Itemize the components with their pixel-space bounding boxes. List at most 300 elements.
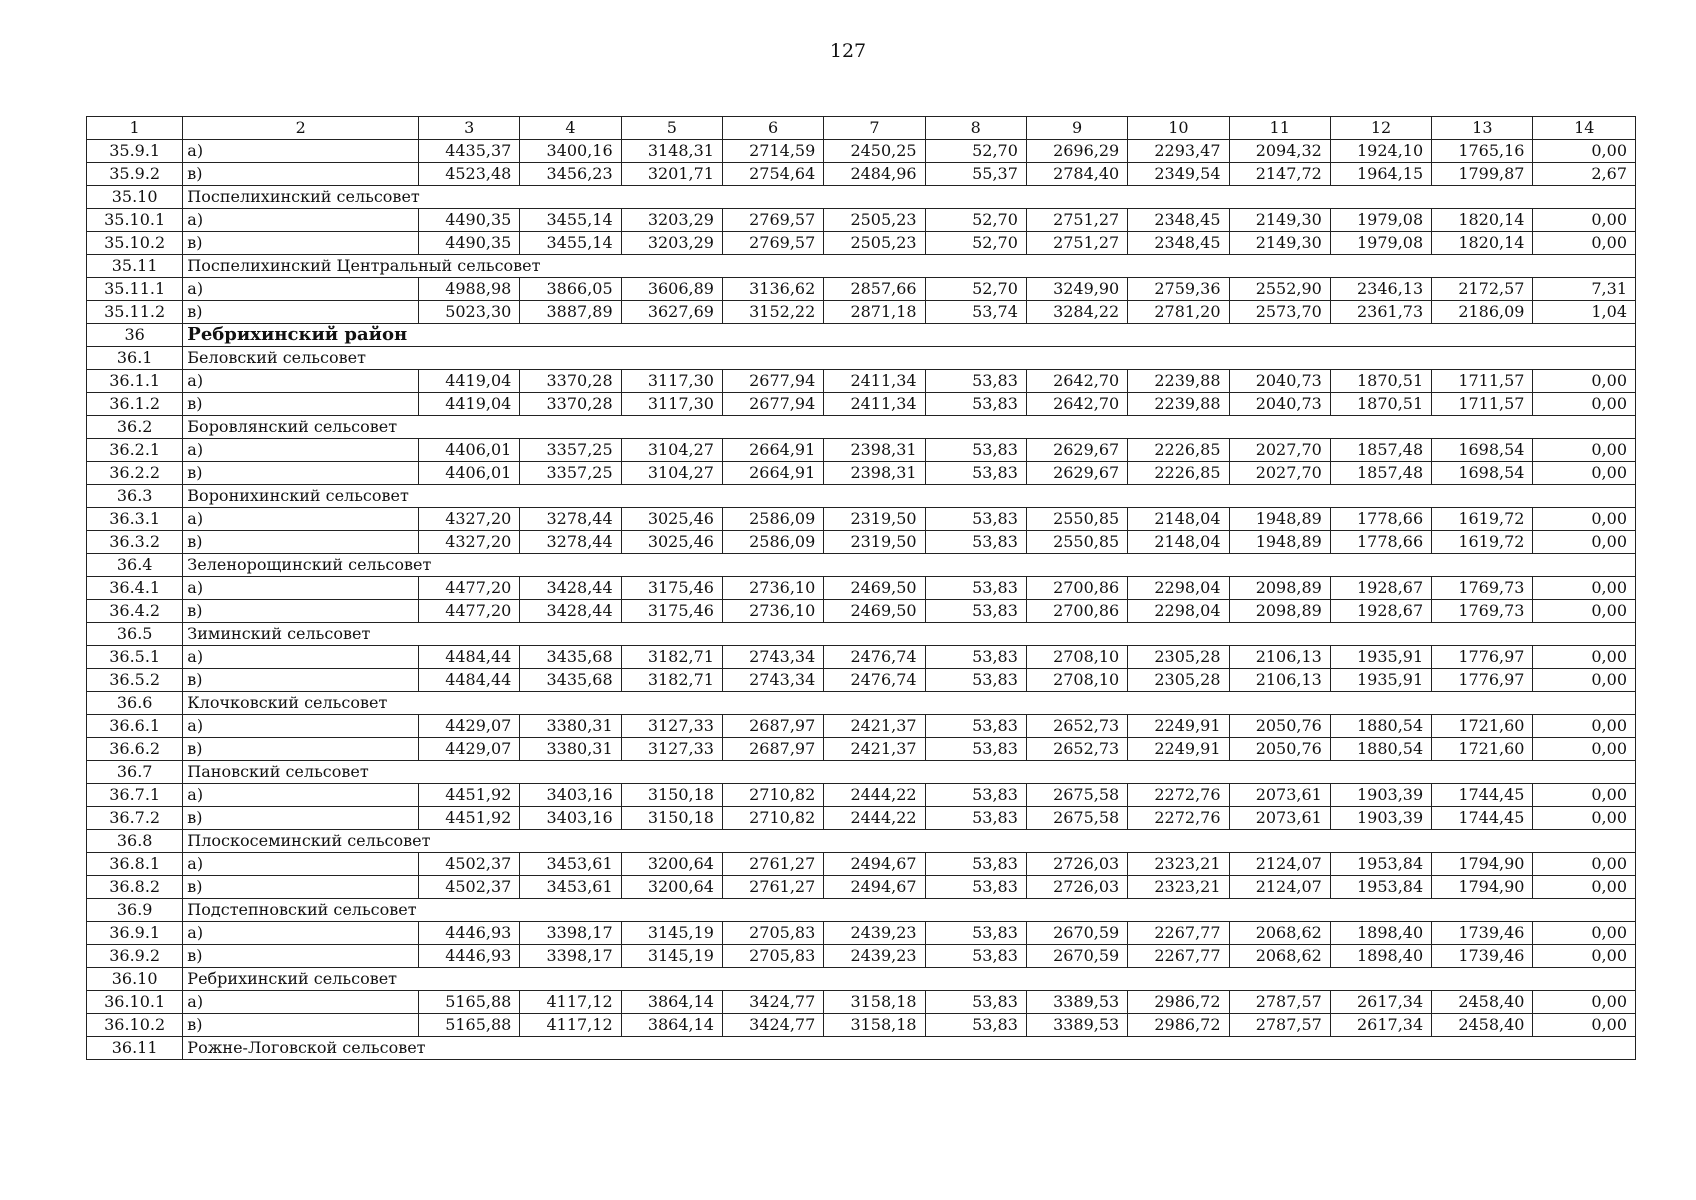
table-cell: 1619,72	[1432, 531, 1533, 554]
section-row	[87, 761, 1636, 784]
table-cell: 1820,14	[1432, 232, 1533, 255]
table-cell: 3866,05	[520, 278, 621, 301]
table-cell: 2148,04	[1128, 508, 1229, 531]
table-cell: 2781,20	[1128, 301, 1229, 324]
variant-label: в)	[183, 738, 419, 761]
table-cell: 52,70	[925, 209, 1026, 232]
table-cell: 2106,13	[1229, 646, 1330, 669]
row-number: 36.5	[87, 623, 183, 646]
table-cell: 3380,31	[520, 738, 621, 761]
table-cell: 3428,44	[520, 577, 621, 600]
table-row	[87, 922, 1636, 945]
table-cell: 2751,27	[1026, 209, 1127, 232]
column-header: 6	[722, 117, 823, 140]
row-number: 35.9.2	[87, 163, 183, 186]
table-cell: 1794,90	[1432, 876, 1533, 899]
row-number: 36.2.2	[87, 462, 183, 485]
row-number: 36.3	[87, 485, 183, 508]
row-number: 36.9.2	[87, 945, 183, 968]
table-cell: 2710,82	[722, 784, 823, 807]
variant-label: а)	[183, 646, 419, 669]
section-row	[87, 554, 1636, 577]
section-row	[87, 968, 1636, 991]
variant-label: а)	[183, 370, 419, 393]
table-cell: 2267,77	[1128, 945, 1229, 968]
table-cell: 2319,50	[824, 508, 925, 531]
table-cell: 1778,66	[1330, 508, 1431, 531]
table-cell: 3357,25	[520, 439, 621, 462]
variant-label: в)	[183, 301, 419, 324]
table-cell: 3175,46	[621, 577, 722, 600]
table-cell: 2675,58	[1026, 807, 1127, 830]
table-cell: 0,00	[1533, 531, 1636, 554]
table-cell: 3145,19	[621, 922, 722, 945]
table-cell: 3403,16	[520, 784, 621, 807]
table-cell: 3428,44	[520, 600, 621, 623]
table-cell: 3025,46	[621, 531, 722, 554]
row-number: 36.3.2	[87, 531, 183, 554]
table-cell: 2349,54	[1128, 163, 1229, 186]
table-cell: 3380,31	[520, 715, 621, 738]
table-cell: 2293,47	[1128, 140, 1229, 163]
row-number: 36.6.1	[87, 715, 183, 738]
table-cell: 1870,51	[1330, 370, 1431, 393]
table-cell: 1744,45	[1432, 807, 1533, 830]
section-name: Плоскосеминский сельсовет	[183, 830, 1636, 853]
table-cell: 4117,12	[520, 991, 621, 1014]
table-cell: 53,83	[925, 393, 1026, 416]
row-number: 36.6.2	[87, 738, 183, 761]
table-cell: 55,37	[925, 163, 1026, 186]
section-row	[87, 416, 1636, 439]
row-number: 36.7.1	[87, 784, 183, 807]
table-cell: 2642,70	[1026, 393, 1127, 416]
row-number: 36.10	[87, 968, 183, 991]
table-row	[87, 600, 1636, 623]
section-name: Клочковский сельсовет	[183, 692, 1636, 715]
table-cell: 2552,90	[1229, 278, 1330, 301]
table-cell: 1948,89	[1229, 508, 1330, 531]
table-cell: 2305,28	[1128, 646, 1229, 669]
table-row	[87, 807, 1636, 830]
table-cell: 3398,17	[520, 945, 621, 968]
column-header: 7	[824, 117, 925, 140]
column-header: 12	[1330, 117, 1431, 140]
variant-label: а)	[183, 209, 419, 232]
table-cell: 3627,69	[621, 301, 722, 324]
table-cell: 2444,22	[824, 784, 925, 807]
variant-label: в)	[183, 232, 419, 255]
table-cell: 53,83	[925, 784, 1026, 807]
table-cell: 2149,30	[1229, 209, 1330, 232]
table-cell: 1924,10	[1330, 140, 1431, 163]
table-cell: 53,83	[925, 600, 1026, 623]
table-cell: 2550,85	[1026, 508, 1127, 531]
table-cell: 1903,39	[1330, 784, 1431, 807]
section-row	[87, 899, 1636, 922]
table-cell: 1979,08	[1330, 209, 1431, 232]
table-cell: 1776,97	[1432, 669, 1533, 692]
table-cell: 2629,67	[1026, 439, 1127, 462]
table-cell: 3455,14	[520, 209, 621, 232]
table-cell: 2857,66	[824, 278, 925, 301]
table-cell: 3150,18	[621, 784, 722, 807]
variant-label: а)	[183, 715, 419, 738]
section-name: Подстепновский сельсовет	[183, 899, 1636, 922]
table-cell: 2705,83	[722, 922, 823, 945]
variant-label: в)	[183, 393, 419, 416]
table-cell: 2986,72	[1128, 991, 1229, 1014]
table-cell: 0,00	[1533, 715, 1636, 738]
table-cell: 2714,59	[722, 140, 823, 163]
table-row	[87, 853, 1636, 876]
table-cell: 2319,50	[824, 531, 925, 554]
table-row	[87, 462, 1636, 485]
table-cell: 4451,92	[419, 807, 520, 830]
table-cell: 2073,61	[1229, 784, 1330, 807]
table-cell: 52,70	[925, 278, 1026, 301]
tariff-table	[86, 116, 1636, 1060]
table-cell: 1769,73	[1432, 600, 1533, 623]
table-cell: 0,00	[1533, 439, 1636, 462]
variant-label: а)	[183, 508, 419, 531]
table-row	[87, 715, 1636, 738]
table-cell: 53,83	[925, 669, 1026, 692]
table-cell: 2458,40	[1432, 991, 1533, 1014]
table-row	[87, 945, 1636, 968]
table-cell: 3117,30	[621, 393, 722, 416]
section-row	[87, 186, 1636, 209]
table-cell: 2787,57	[1229, 991, 1330, 1014]
table-cell: 4419,04	[419, 370, 520, 393]
table-cell: 2186,09	[1432, 301, 1533, 324]
table-cell: 53,83	[925, 945, 1026, 968]
section-name: Боровлянский сельсовет	[183, 416, 1636, 439]
table-row	[87, 531, 1636, 554]
table-cell: 2298,04	[1128, 600, 1229, 623]
table-cell: 0,00	[1533, 393, 1636, 416]
table-cell: 3864,14	[621, 1014, 722, 1037]
table-cell: 52,70	[925, 232, 1026, 255]
table-cell: 2484,96	[824, 163, 925, 186]
table-cell: 2439,23	[824, 945, 925, 968]
table-cell: 3200,64	[621, 853, 722, 876]
column-header: 14	[1533, 117, 1636, 140]
table-cell: 2050,76	[1229, 738, 1330, 761]
table-cell: 53,83	[925, 738, 1026, 761]
table-cell: 0,00	[1533, 232, 1636, 255]
table-cell: 2411,34	[824, 393, 925, 416]
section-name: Зиминский сельсовет	[183, 623, 1636, 646]
table-cell: 2094,32	[1229, 140, 1330, 163]
section-row	[87, 623, 1636, 646]
table-cell: 3127,33	[621, 715, 722, 738]
column-header: 10	[1128, 117, 1229, 140]
table-cell: 3453,61	[520, 853, 621, 876]
table-cell: 2670,59	[1026, 945, 1127, 968]
table-cell: 4477,20	[419, 577, 520, 600]
table-cell: 2708,10	[1026, 669, 1127, 692]
table-cell: 1794,90	[1432, 853, 1533, 876]
table-cell: 52,70	[925, 140, 1026, 163]
table-cell: 3145,19	[621, 945, 722, 968]
variant-label: в)	[183, 163, 419, 186]
table-row	[87, 876, 1636, 899]
table-cell: 2670,59	[1026, 922, 1127, 945]
table-cell: 4419,04	[419, 393, 520, 416]
column-header: 2	[183, 117, 419, 140]
table-cell: 2147,72	[1229, 163, 1330, 186]
table-cell: 3455,14	[520, 232, 621, 255]
table-row	[87, 738, 1636, 761]
table-cell: 2439,23	[824, 922, 925, 945]
table-row	[87, 370, 1636, 393]
table-cell: 2677,94	[722, 393, 823, 416]
table-cell: 0,00	[1533, 209, 1636, 232]
table-cell: 2494,67	[824, 876, 925, 899]
table-row	[87, 278, 1636, 301]
table-cell: 2652,73	[1026, 738, 1127, 761]
table-cell: 2664,91	[722, 439, 823, 462]
table-cell: 2267,77	[1128, 922, 1229, 945]
table-cell: 2726,03	[1026, 853, 1127, 876]
table-cell: 2,67	[1533, 163, 1636, 186]
table-row	[87, 140, 1636, 163]
table-cell: 1739,46	[1432, 922, 1533, 945]
table-cell: 2124,07	[1229, 853, 1330, 876]
table-cell: 2298,04	[1128, 577, 1229, 600]
table-cell: 2759,36	[1128, 278, 1229, 301]
row-number: 36.1.2	[87, 393, 183, 416]
table-cell: 3203,29	[621, 232, 722, 255]
district-row	[87, 324, 1636, 347]
table-cell: 0,00	[1533, 807, 1636, 830]
row-number: 36.1.1	[87, 370, 183, 393]
table-cell: 1880,54	[1330, 738, 1431, 761]
table-cell: 3424,77	[722, 1014, 823, 1037]
variant-label: а)	[183, 577, 419, 600]
table-cell: 4988,98	[419, 278, 520, 301]
table-cell: 2323,21	[1128, 876, 1229, 899]
row-number: 35.11.2	[87, 301, 183, 324]
table-cell: 2398,31	[824, 462, 925, 485]
table-cell: 2664,91	[722, 462, 823, 485]
row-number: 35.10.1	[87, 209, 183, 232]
section-row	[87, 347, 1636, 370]
table-cell: 4327,20	[419, 531, 520, 554]
table-cell: 0,00	[1533, 669, 1636, 692]
table-row	[87, 163, 1636, 186]
table-cell: 1857,48	[1330, 462, 1431, 485]
table-cell: 53,83	[925, 577, 1026, 600]
table-cell: 3200,64	[621, 876, 722, 899]
page-number: 127	[829, 40, 867, 62]
table-cell: 2986,72	[1128, 1014, 1229, 1037]
table-cell: 2586,09	[722, 531, 823, 554]
table-cell: 2494,67	[824, 853, 925, 876]
table-cell: 1799,87	[1432, 163, 1533, 186]
table-cell: 3158,18	[824, 1014, 925, 1037]
table-cell: 53,83	[925, 370, 1026, 393]
table-row	[87, 232, 1636, 255]
table-row	[87, 209, 1636, 232]
column-header: 5	[621, 117, 722, 140]
column-header: 4	[520, 117, 621, 140]
table-cell: 2469,50	[824, 577, 925, 600]
table-cell: 2652,73	[1026, 715, 1127, 738]
table-cell: 3136,62	[722, 278, 823, 301]
table-cell: 53,83	[925, 531, 1026, 554]
section-name: Поспелихинский Центральный сельсовет	[183, 255, 1636, 278]
table-cell: 3453,61	[520, 876, 621, 899]
row-number: 35.10	[87, 186, 183, 209]
table-cell: 2346,13	[1330, 278, 1431, 301]
table-cell: 2323,21	[1128, 853, 1229, 876]
table-cell: 2761,27	[722, 853, 823, 876]
table-cell: 2469,50	[824, 600, 925, 623]
table-cell: 53,83	[925, 646, 1026, 669]
section-row	[87, 255, 1636, 278]
row-number: 35.11	[87, 255, 183, 278]
table-cell: 1898,40	[1330, 922, 1431, 945]
table-cell: 53,83	[925, 508, 1026, 531]
variant-label: а)	[183, 278, 419, 301]
table-cell: 1711,57	[1432, 393, 1533, 416]
table-cell: 2361,73	[1330, 301, 1431, 324]
table-row	[87, 439, 1636, 462]
table-cell: 1928,67	[1330, 577, 1431, 600]
table-cell: 2696,29	[1026, 140, 1127, 163]
row-number: 36.10.2	[87, 1014, 183, 1037]
row-number: 36.8.1	[87, 853, 183, 876]
table-cell: 3456,23	[520, 163, 621, 186]
table-cell: 4117,12	[520, 1014, 621, 1037]
table-cell: 3201,71	[621, 163, 722, 186]
variant-label: а)	[183, 784, 419, 807]
row-number: 36.5.2	[87, 669, 183, 692]
variant-label: а)	[183, 922, 419, 945]
table-cell: 2421,37	[824, 738, 925, 761]
table-row	[87, 646, 1636, 669]
table-cell: 3158,18	[824, 991, 925, 1014]
section-name: Воронихинский сельсовет	[183, 485, 1636, 508]
table-cell: 1765,16	[1432, 140, 1533, 163]
table-cell: 2617,34	[1330, 1014, 1431, 1037]
table-body	[87, 140, 1636, 1060]
table-cell: 3400,16	[520, 140, 621, 163]
row-number: 35.11.1	[87, 278, 183, 301]
table-cell: 0,00	[1533, 140, 1636, 163]
table-cell: 1820,14	[1432, 209, 1533, 232]
table-cell: 5165,88	[419, 1014, 520, 1037]
table-cell: 3182,71	[621, 646, 722, 669]
table-cell: 0,00	[1533, 784, 1636, 807]
variant-label: а)	[183, 439, 419, 462]
table-cell: 3117,30	[621, 370, 722, 393]
table-cell: 2871,18	[824, 301, 925, 324]
section-name: Поспелихинский сельсовет	[183, 186, 1636, 209]
row-number: 36.5.1	[87, 646, 183, 669]
table-cell: 0,00	[1533, 853, 1636, 876]
table-cell: 2726,03	[1026, 876, 1127, 899]
table-cell: 4490,35	[419, 232, 520, 255]
table-cell: 4446,93	[419, 945, 520, 968]
table-cell: 3389,53	[1026, 991, 1127, 1014]
table-cell: 2050,76	[1229, 715, 1330, 738]
column-header: 13	[1432, 117, 1533, 140]
table-cell: 3357,25	[520, 462, 621, 485]
table-cell: 2708,10	[1026, 646, 1127, 669]
table-cell: 2700,86	[1026, 600, 1127, 623]
row-number: 36.2.1	[87, 439, 183, 462]
table-cell: 3025,46	[621, 508, 722, 531]
table-cell: 2098,89	[1229, 600, 1330, 623]
table-cell: 2249,91	[1128, 715, 1229, 738]
variant-label: в)	[183, 531, 419, 554]
table-cell: 3278,44	[520, 508, 621, 531]
table-cell: 2743,34	[722, 669, 823, 692]
variant-label: в)	[183, 1014, 419, 1037]
row-number: 35.9.1	[87, 140, 183, 163]
table-cell: 1744,45	[1432, 784, 1533, 807]
table-cell: 53,83	[925, 1014, 1026, 1037]
table-cell: 2040,73	[1229, 370, 1330, 393]
table-cell: 3370,28	[520, 393, 621, 416]
table-cell: 2769,57	[722, 209, 823, 232]
table-cell: 2754,64	[722, 163, 823, 186]
table-cell: 2027,70	[1229, 439, 1330, 462]
variant-label: в)	[183, 807, 419, 830]
table-cell: 4327,20	[419, 508, 520, 531]
table-cell: 3278,44	[520, 531, 621, 554]
table-cell: 1953,84	[1330, 853, 1431, 876]
table-cell: 5023,30	[419, 301, 520, 324]
row-number: 35.10.2	[87, 232, 183, 255]
table-cell: 53,83	[925, 991, 1026, 1014]
table-cell: 4406,01	[419, 439, 520, 462]
table-cell: 2124,07	[1229, 876, 1330, 899]
table-cell: 53,74	[925, 301, 1026, 324]
row-number: 36.11	[87, 1037, 183, 1060]
variant-label: а)	[183, 991, 419, 1014]
section-row	[87, 485, 1636, 508]
table-cell: 4435,37	[419, 140, 520, 163]
table-cell: 2172,57	[1432, 278, 1533, 301]
table-cell: 2106,13	[1229, 669, 1330, 692]
table-cell: 1619,72	[1432, 508, 1533, 531]
table-cell: 3152,22	[722, 301, 823, 324]
table-cell: 1935,91	[1330, 669, 1431, 692]
table-cell: 3148,31	[621, 140, 722, 163]
row-number: 36.1	[87, 347, 183, 370]
table-cell: 1928,67	[1330, 600, 1431, 623]
table-row	[87, 508, 1636, 531]
table-cell: 2450,25	[824, 140, 925, 163]
table-cell: 0,00	[1533, 738, 1636, 761]
row-number: 36.10.1	[87, 991, 183, 1014]
table-cell: 2348,45	[1128, 209, 1229, 232]
table-cell: 0,00	[1533, 922, 1636, 945]
table-cell: 1898,40	[1330, 945, 1431, 968]
section-name: Беловский сельсовет	[183, 347, 1636, 370]
row-number: 36.7	[87, 761, 183, 784]
table-cell: 2421,37	[824, 715, 925, 738]
section-name: Зеленорощинский сельсовет	[183, 554, 1636, 577]
table-cell: 3864,14	[621, 991, 722, 1014]
column-header: 1	[87, 117, 183, 140]
variant-label: в)	[183, 462, 419, 485]
table-cell: 3606,89	[621, 278, 722, 301]
